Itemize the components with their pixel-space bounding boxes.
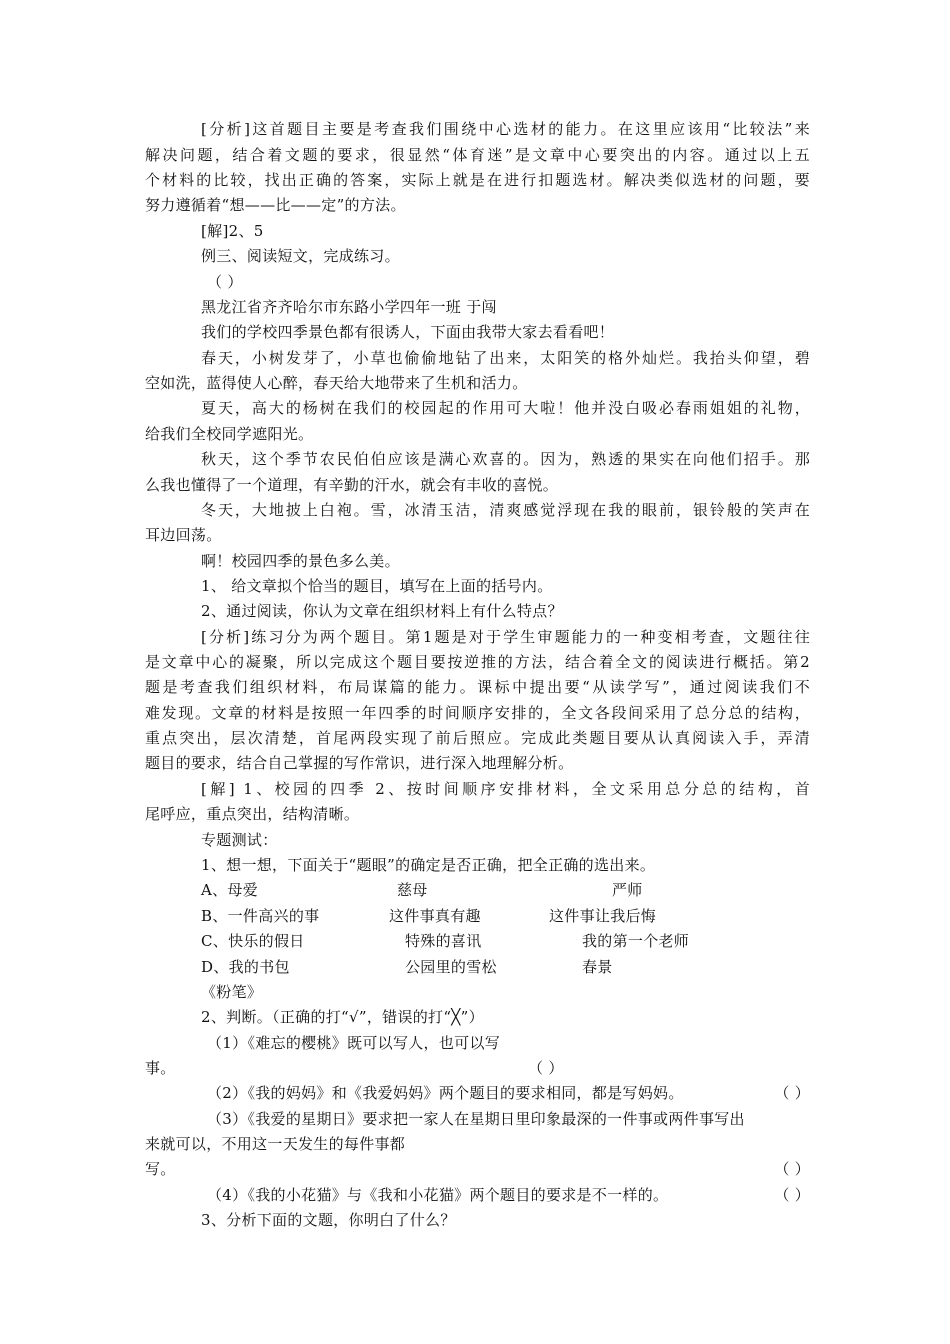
option-title: A、母爱 — [201, 881, 259, 899]
question-line: 2、通过阅读，你认为文章在组织材料上有什么特点？ — [201, 602, 563, 620]
byline: 黑龙江省齐齐哈尔市东路小学四年一班 于闯 — [201, 298, 497, 316]
question-line: 2、判断。（正确的打“√”，错误的打“╳”） — [201, 1008, 484, 1026]
question-line: 1、想一想，下面关于“题眼”的确定是否正确，把全正确的选出来。 — [201, 856, 656, 874]
judge-item: （4）《我的小花猫》与《我和小花猫》两个题目的要求是不一样的。 — [207, 1186, 669, 1204]
paragraph-line: 解决问题，结合着文题的要求，很显然“体育迷”是文章中心要突出的内容。通过以上五 — [145, 146, 810, 164]
option-title: C、快乐的假日 — [201, 932, 305, 950]
option-title: 春景 — [582, 958, 613, 976]
option-title: 公园里的雪松 — [405, 958, 497, 976]
paragraph-line: 给我们全校同学遮阳光。 — [145, 425, 314, 443]
paragraph-line: 秋天，这个季节农民伯伯应该是满心欢喜的。因为，熟透的果实在向他们招手。那 — [201, 450, 810, 468]
answer-blank: （ ） — [774, 1160, 810, 1178]
judge-item: （3）《我爱的星期日》要求把一家人在星期日里印象最深的一件事或两件事写出 — [207, 1110, 745, 1128]
answer-blank: （ ） — [774, 1186, 810, 1204]
judge-item: 来就可以，不用这一天发生的每件事都 — [145, 1135, 406, 1153]
option-title: 这件事真有趣 — [389, 907, 481, 925]
judge-item: （1）《难忘的樱桃》既可以写人，也可以写 — [207, 1034, 501, 1052]
question-line: 3、分析下面的文题，你明白了什么？ — [201, 1211, 456, 1229]
option-title: B、一件高兴的事 — [201, 907, 320, 925]
option-title: 《粉笔》 — [201, 983, 263, 1001]
paragraph-line: [分析]这首题目主要是考查我们围绕中心选材的能力。在这里应该用“比较法”来 — [201, 120, 810, 138]
paragraph-line: 重点突出，层次清楚，首尾两段实现了前后照应。完成此类题目要从认真阅读入手，弄清 — [145, 729, 810, 747]
paragraph-line: 夏天，高大的杨树在我们的校园起的作用可大啦！他并没白吸必春雨姐姐的礼物， — [201, 399, 810, 417]
answer-blank: （ ） — [774, 1084, 810, 1102]
paragraph-line: 个材料的比较，找出正确的答案，实际上就是在进行扣题选材。解决类似选材的问题，要 — [145, 171, 810, 189]
paragraph-line: 难发现。文章的材料是按照一年四季的时间顺序安排的，全文各段间采用了总分总的结构， — [145, 704, 810, 722]
paragraph-line: 耳边回荡。 — [145, 526, 222, 544]
title-blank: （ ） — [207, 273, 243, 291]
judge-item: （2）《我的妈妈》和《我爱妈妈》两个题目的要求相同，都是写妈妈。 — [207, 1084, 684, 1102]
judge-item: 写。 — [145, 1160, 176, 1178]
paragraph-line: 春天，小树发芽了，小草也偷偷地钻了出来，太阳笑的格外灿烂。我抬头仰望，碧 — [201, 349, 810, 367]
paragraph-line: 题目的要求，结合自己掌握的写作常识，进行深入地理解分析。 — [145, 754, 574, 772]
paragraph-line: 啊！校园四季的景色多么美。 — [201, 552, 400, 570]
paragraph-line: 题是考查我们组织材料，布局谋篇的能力。课标中提出要“从读学写”，通过阅读我们不 — [145, 678, 810, 696]
option-title: 慈母 — [397, 881, 428, 899]
paragraph-line: [分析]练习分为两个题目。第1题是对于学生审题能力的一种变相考查，文题往往 — [201, 628, 810, 646]
paragraph-line: 么我也懂得了一个道理，有辛勤的汗水，就会有丰收的喜悦。 — [145, 476, 559, 494]
paragraph-line: 是文章中心的凝聚，所以完成这个题目要按逆推的方法，结合着全文的阅读进行概括。第2 — [145, 653, 810, 671]
section-heading: 专题测试： — [201, 831, 278, 849]
answer-line: [解]2、5 — [201, 222, 264, 240]
paragraph-line: 我们的学校四季景色都有很诱人，下面由我带大家去看看吧！ — [201, 323, 615, 341]
paragraph-line: 空如洗，蓝得使人心醉，春天给大地带来了生机和活力。 — [145, 374, 528, 392]
answer-blank: （ ） — [528, 1059, 564, 1077]
option-title: 我的第一个老师 — [582, 932, 690, 950]
option-title: 严师 — [612, 881, 643, 899]
answer-line: [解] 1、校园的四季 2、按时间顺序安排材料，全文采用总分总的结构，首 — [201, 780, 810, 798]
option-title: 特殊的喜讯 — [405, 932, 482, 950]
judge-item: 事。 — [145, 1059, 176, 1077]
answer-line: 尾呼应，重点突出，结构清晰。 — [145, 805, 360, 823]
option-title: D、我的书包 — [201, 958, 290, 976]
paragraph-line: 努力遵循着“想——比——定”的方法。 — [145, 196, 406, 214]
question-line: 1、 给文章拟个恰当的题目，填写在上面的括号内。 — [201, 577, 553, 595]
paragraph-line: 冬天，大地披上白袍。雪，冰清玉洁，清爽感觉浮现在我的眼前，银铃般的笑声在 — [201, 501, 810, 519]
option-title: 这件事让我后悔 — [549, 907, 657, 925]
section-heading: 例三、阅读短文，完成练习。 — [201, 247, 400, 265]
